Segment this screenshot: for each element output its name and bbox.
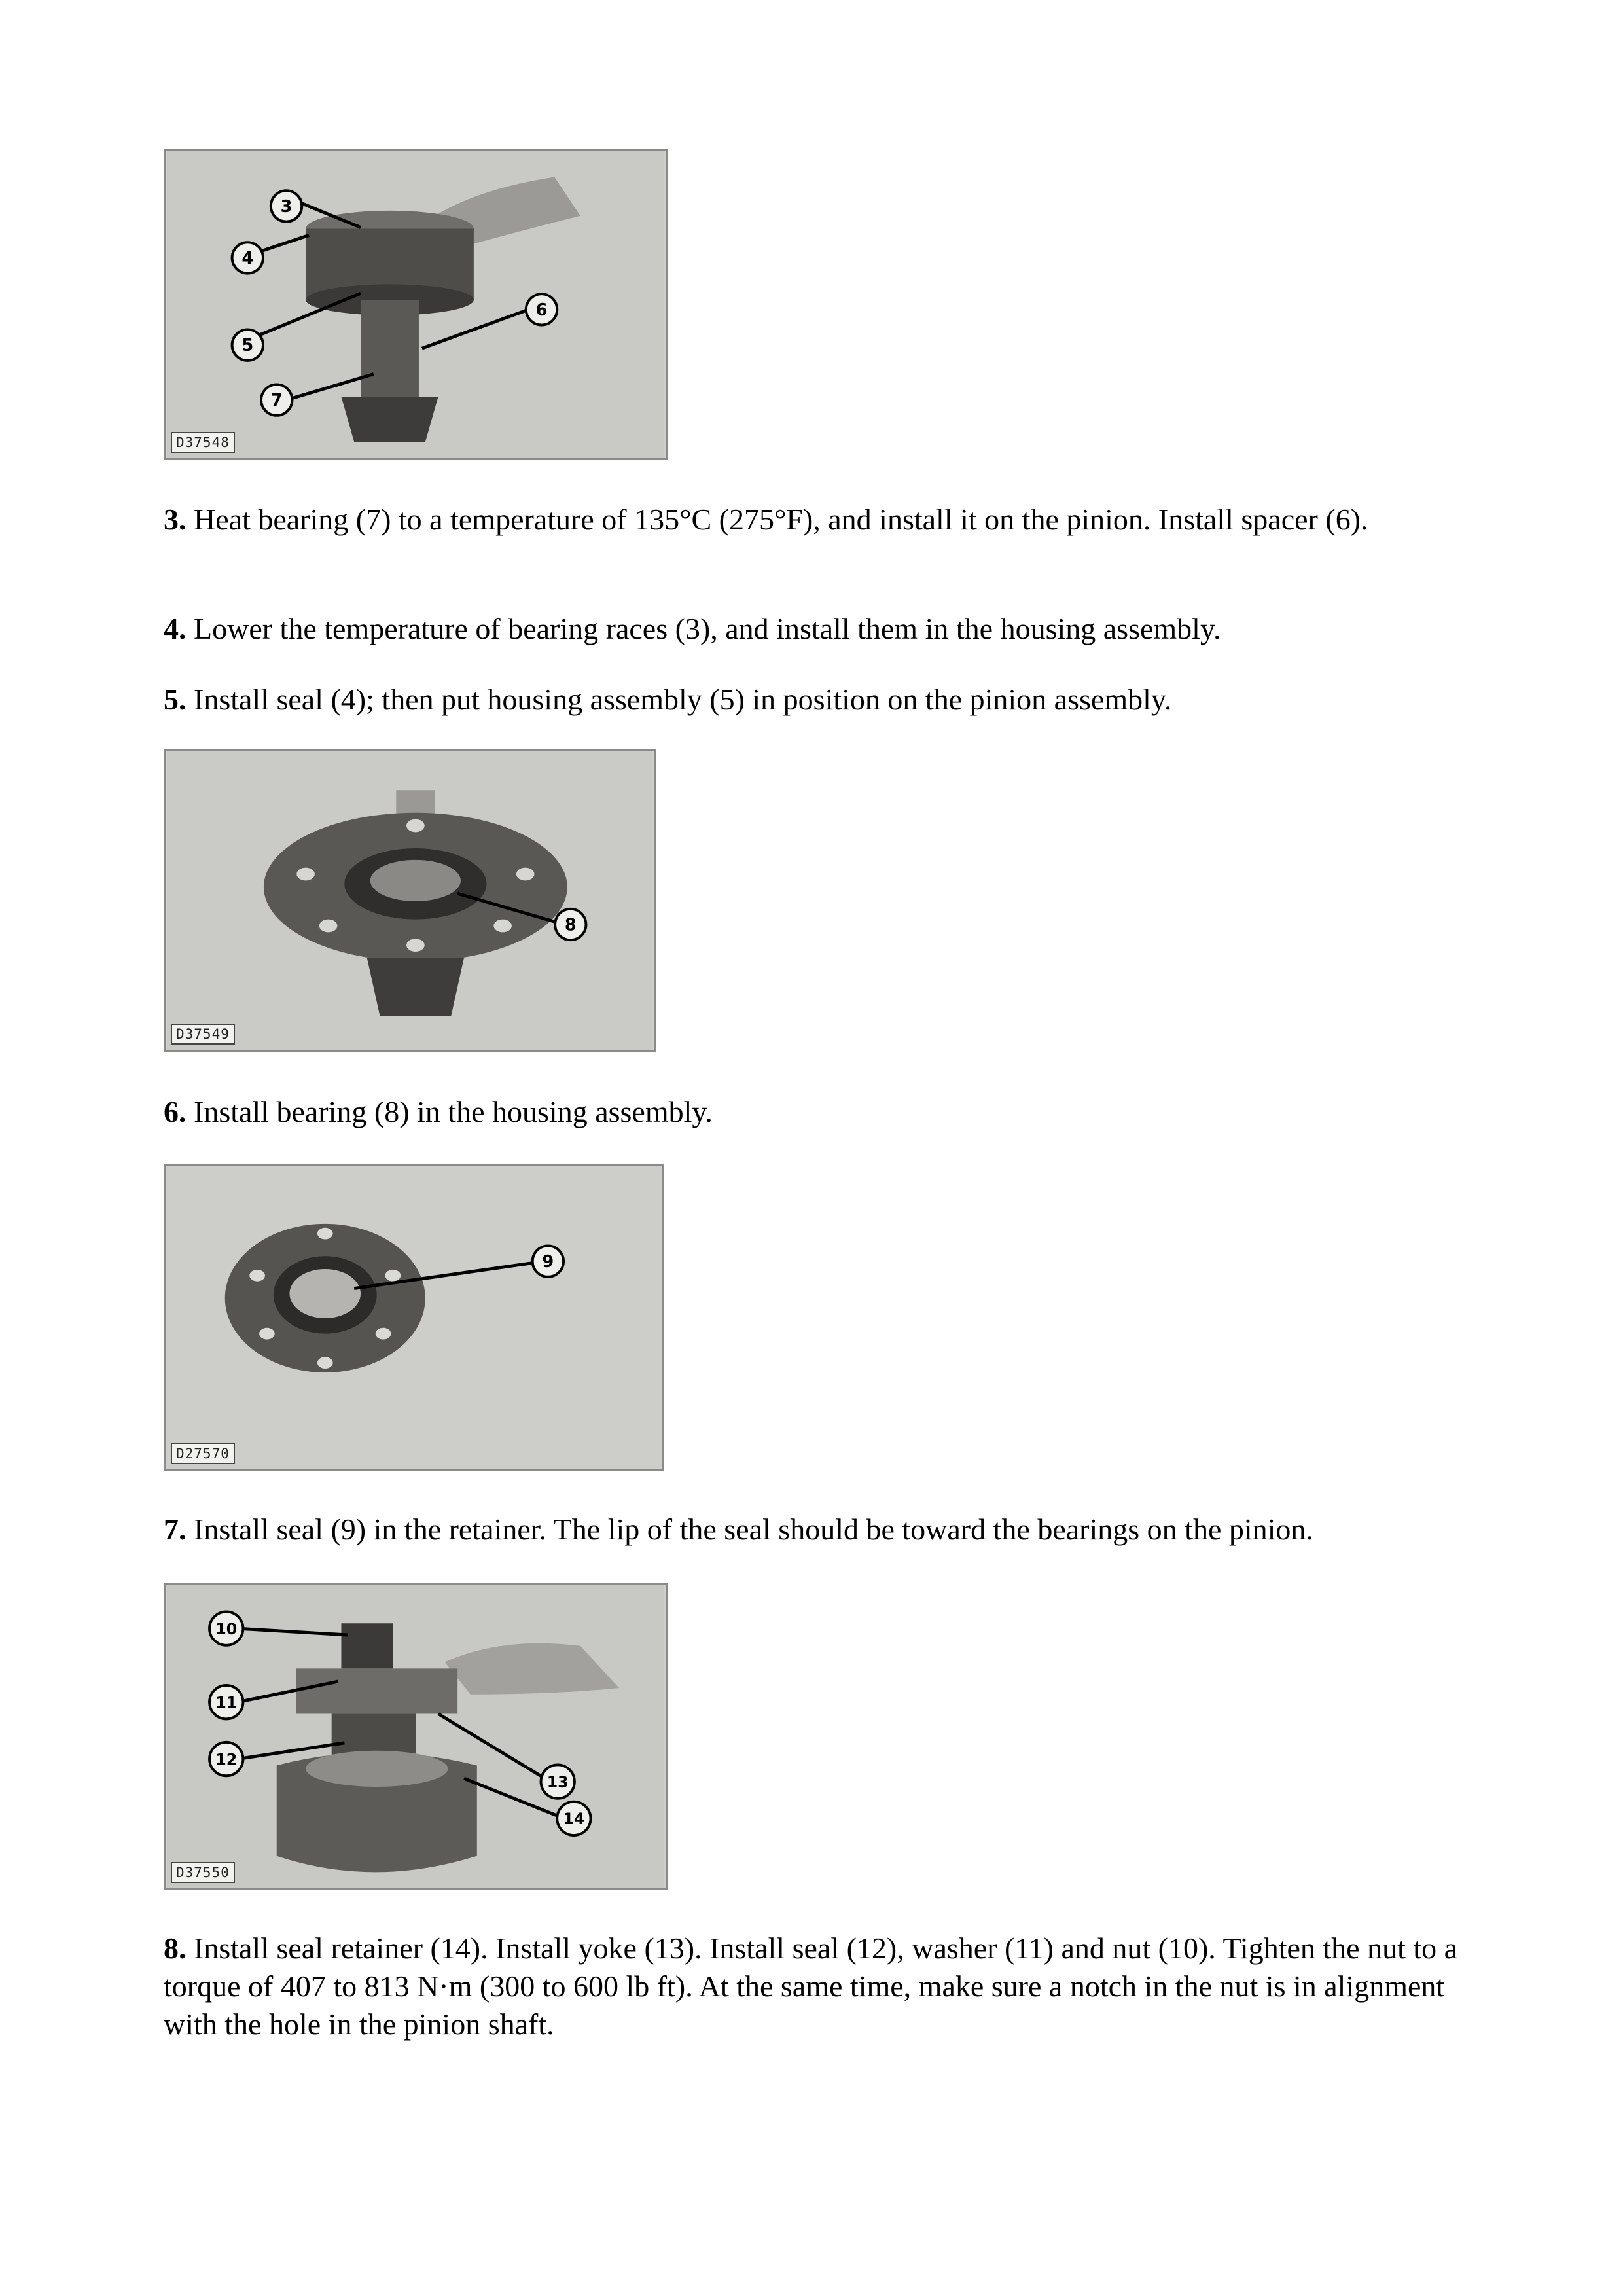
step-4	[164, 610, 1459, 648]
callout-14: 14	[563, 1810, 585, 1829]
retainer-photo	[166, 1166, 662, 1469]
step-number: 3.	[164, 503, 187, 536]
step-6	[164, 1093, 1459, 1131]
step-text: Install seal (9) in the retainer. The lip of the seal should be toward the bearings on the pinion.	[186, 1513, 1313, 1546]
figure-retainer-seal	[164, 1164, 664, 1471]
figure-label: D37549	[171, 1024, 235, 1045]
step-number: 5.	[164, 683, 187, 716]
callout-5: 5	[241, 336, 254, 356]
callout-13: 13	[546, 1772, 569, 1791]
step-8	[164, 1929, 1459, 2043]
step-text: Heat bearing (7) to a temperature of 135°C (275°F), and install it on the pinion. Install spacer (6).	[186, 503, 1368, 536]
yoke-assembly-photo	[166, 1585, 666, 1888]
step-text: Install seal retainer (14). Install yoke (13). Install seal (12), washer (11) and nut (10). Tighten the nut to a torque of 407 to 813 N·m (300 to 600 lb ft). At the same time, make sure a notch in the nut is in alignment with the hole in the pinion shaft.	[164, 1931, 1458, 2041]
callout-6: 6	[535, 300, 548, 320]
step-number: 8.	[164, 1931, 187, 1965]
callout-4: 4	[241, 248, 254, 268]
step-number: 6.	[164, 1095, 187, 1128]
step-number: 7.	[164, 1513, 187, 1546]
callout-10: 10	[215, 1620, 238, 1639]
pinion-assembly-photo	[166, 151, 666, 458]
callout-11: 11	[215, 1693, 238, 1712]
step-text: Install bearing (8) in the housing assembly.	[186, 1095, 713, 1128]
figure-label: D37548	[171, 432, 235, 453]
step-text: Install seal (4); then put housing assembly (5) in position on the pinion assembly.	[186, 683, 1172, 716]
figure-pinion-bearing-assembly	[164, 149, 668, 460]
callout-8: 8	[564, 915, 577, 935]
step-number: 4.	[164, 612, 187, 645]
callout-12: 12	[215, 1750, 238, 1769]
step-text: Lower the temperature of bearing races (3), and install them in the housing assembly.	[186, 612, 1221, 645]
figure-yoke-nut-install	[164, 1583, 668, 1890]
figure-label: D27570	[171, 1443, 235, 1464]
callout-9: 9	[542, 1251, 554, 1272]
step-5	[164, 681, 1459, 719]
step-7	[164, 1511, 1459, 1549]
figure-label: D37550	[171, 1862, 235, 1883]
housing-assembly-photo	[166, 751, 654, 1050]
callout-3: 3	[280, 196, 293, 217]
step-3	[164, 501, 1459, 539]
callout-7: 7	[270, 391, 283, 411]
figure-housing-bearing	[164, 749, 656, 1052]
